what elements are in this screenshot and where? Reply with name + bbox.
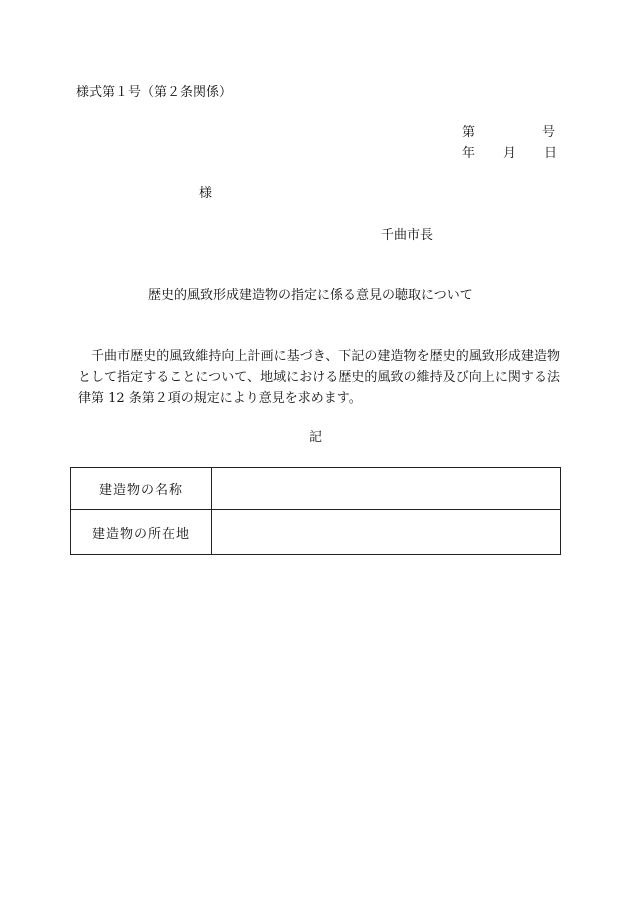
date-month-label: 月 (503, 146, 517, 161)
table-row (71, 468, 561, 510)
form-number: 様式第１号（第２条関係） (76, 85, 233, 100)
building-location-label: 建造物の所在地 (71, 510, 212, 555)
ki-heading: 記 (309, 430, 323, 445)
doc-number-prefix: 第 (462, 125, 476, 140)
date-day-label: 日 (544, 146, 558, 161)
table-row (71, 510, 561, 555)
addressee: 様 (199, 186, 213, 201)
building-location-value[interactable] (212, 510, 561, 555)
sender: 千曲市長 (381, 228, 434, 243)
date-year-label: 年 (462, 146, 476, 161)
building-info-table (70, 467, 561, 555)
document-title: 歴史的風致形成建造物の指定に係る意見の聴取について (148, 288, 473, 303)
building-name-value[interactable] (212, 468, 561, 510)
doc-number-suffix: 号 (542, 125, 556, 140)
building-name-label: 建造物の名称 (71, 468, 212, 510)
body-paragraph: 千曲市歴史的風致維持向上計画に基づき、下記の建造物を歴史的風致形成建造物として指定することについて、地域における歴史的風致の維持及び向上に関する法律第 12 条第２項の規定により意見を求めます。 (78, 349, 560, 406)
